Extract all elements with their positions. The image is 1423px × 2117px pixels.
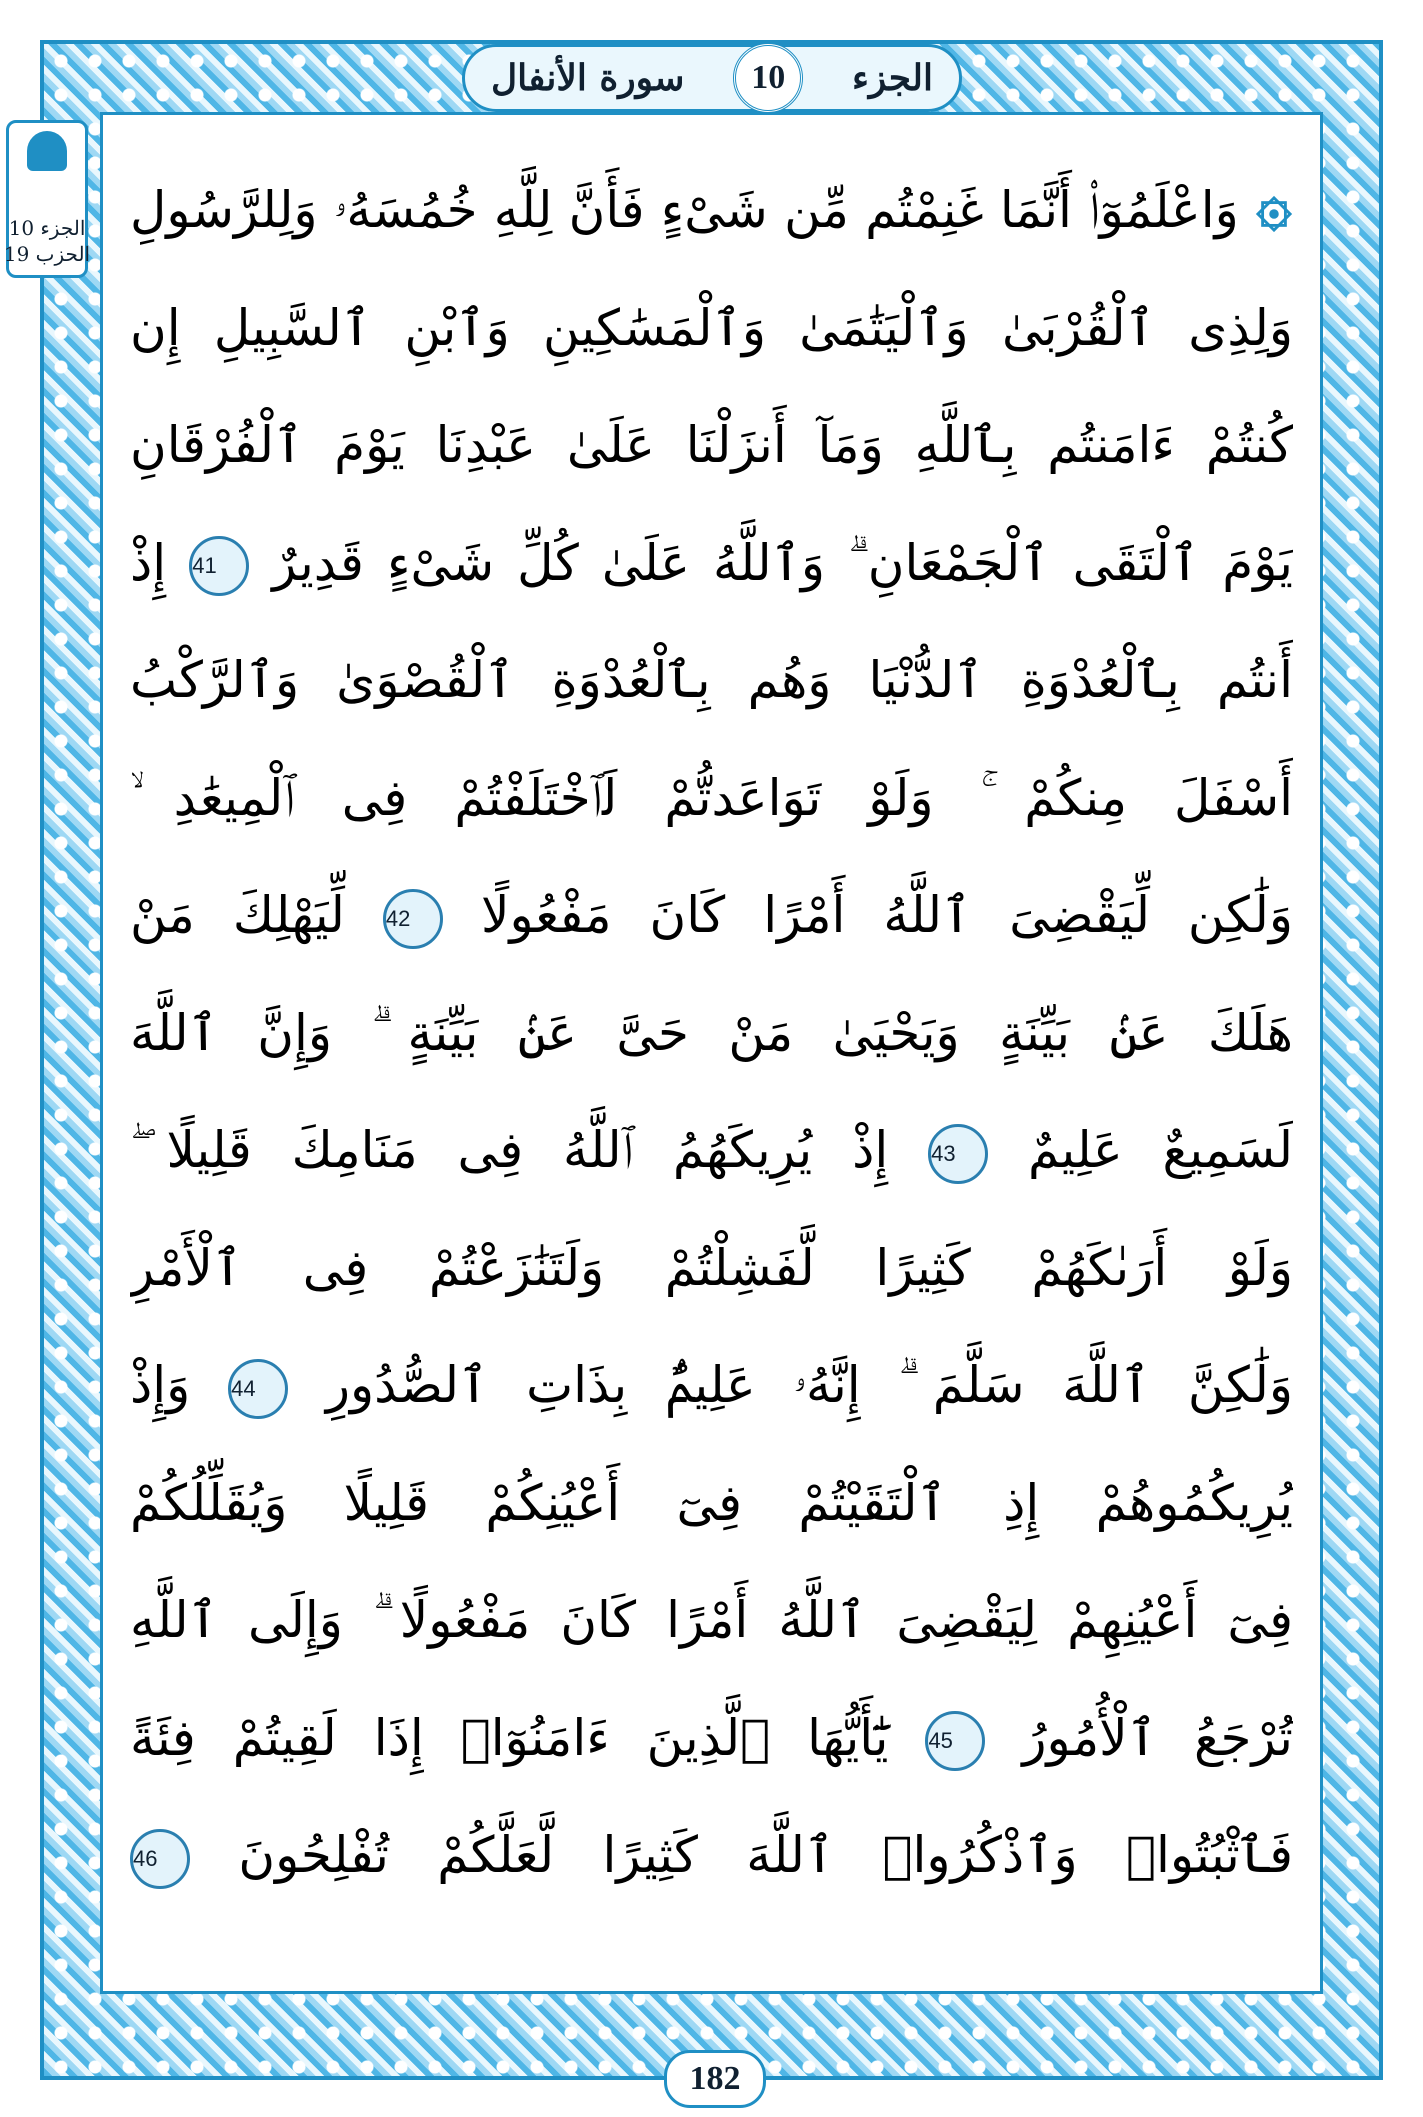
ayah-number-marker: 44 (228, 1359, 288, 1419)
verse-line (130, 1327, 1293, 1445)
verse-text: لَسَمِيعٌ عَلِيمٌ (1027, 1121, 1293, 1179)
verse-text: فِىٓ أَعْيُنِهِمْ لِيَقْضِىَ ٱللَّهُ أَمْرًا كَانَ مَفْعُولًا ۗ وَإِلَى ٱللَّهِ (130, 1591, 1293, 1649)
verse-line (130, 1092, 1293, 1210)
ayah-number-marker: 45 (925, 1711, 985, 1771)
verse-text: وَلِذِى ٱلْقُرْبَىٰ وَٱلْيَتَٰمَىٰ وَٱلْمَسَٰكِينِ وَٱبْنِ ٱلسَّبِيلِ إِن (130, 298, 1293, 357)
juz-label: الجزء (852, 57, 933, 99)
ayah-number-marker: 46 (130, 1829, 190, 1889)
verse-line (130, 1210, 1293, 1328)
ayah-number-marker: 41 (189, 536, 249, 596)
verse-text: هَلَكَ عَنۢ بَيِّنَةٍ وَيَحْيَىٰ مَنْ حَىَّ عَنۢ بَيِّنَةٍ ۗ وَإِنَّ ٱللَّهَ (130, 1003, 1293, 1062)
verse-line (130, 1562, 1293, 1680)
verse-text: لِّيَهْلِكَ مَنْ (130, 886, 345, 944)
hizb-marker-label: الحزب 19 (3, 242, 91, 266)
verse-line (130, 505, 1293, 623)
verse-text: وَلَٰكِنَّ ٱللَّهَ سَلَّمَ ۗ إِنَّهُۥ عَلِيمٌۢ بِذَاتِ ٱلصُّدُورِ (325, 1356, 1293, 1414)
surah-name: سورة الأنفال (491, 57, 685, 99)
ayah-number-marker: 42 (383, 889, 443, 949)
juz-number-badge: 10 (733, 43, 803, 113)
verse-text: يُرِيكُمُوهُمْ إِذِ ٱلْتَقَيْتُمْ فِىٓ أَعْيُنِكُمْ قَلِيلًا وَيُقَلِّلُكُمْ (130, 1473, 1293, 1532)
verse-text: أَنتُم بِٱلْعُدْوَةِ ٱلدُّنْيَا وَهُم بِٱلْعُدْوَةِ ٱلْقُصْوَىٰ وَٱلرَّكْبُ (130, 651, 1293, 709)
verse-line (130, 857, 1293, 975)
verse-text: إِذْ يُرِيكَهُمُ ٱللَّهُ فِى مَنَامِكَ قَلِيلًا ۖ (130, 1121, 889, 1179)
verse-text: كُنتُمْ ءَامَنتُم بِٱللَّهِ وَمَآ أَنزَلْنَا عَلَىٰ عَبْدِنَا يَوْمَ ٱلْفُرْقَانِ (130, 416, 1293, 474)
verse-line (130, 270, 1293, 388)
verse-line (130, 622, 1293, 740)
ayah-number-marker: 43 (928, 1124, 988, 1184)
verse-text-block (130, 152, 1293, 1915)
verse-text: وَلَٰكِن لِّيَقْضِىَ ٱللَّهُ أَمْرًا كَانَ مَفْعُولًا (480, 886, 1293, 944)
verse-text: إِذْ (130, 533, 167, 592)
juz-hizb-marker (3, 120, 91, 278)
verse-text: يَوْمَ ٱلْتَقَى ٱلْجَمْعَانِ ۗ وَٱللَّهُ عَلَىٰ كُلِّ شَىْءٍ قَدِيرٌ (272, 533, 1293, 592)
verse-line (130, 1797, 1293, 1915)
verse-text: وَإِذْ (130, 1356, 191, 1414)
verse-line (130, 387, 1293, 505)
verse-line (130, 740, 1293, 858)
ornament-icon (27, 131, 67, 171)
verse-text: وَلَوْ أَرَىٰكَهُمْ كَثِيرًا لَّفَشِلْتُمْ وَلَتَنَٰزَعْتُمْ فِى ٱلْأَمْرِ (130, 1238, 1293, 1297)
verse-text: يَٰٓأَيُّهَا ٱلَّذِينَ ءَامَنُوٓا۟ إِذَا لَقِيتُمْ فِئَةً (130, 1708, 889, 1767)
verse-line (130, 152, 1293, 270)
verse-text: فَٱثْبُتُوا۟ وَٱذْكُرُوا۟ ٱللَّهَ كَثِيرًا لَّعَلَّكُمْ تُفْلِحُونَ (238, 1826, 1293, 1884)
verse-text: أَسْفَلَ مِنكُمْ ۚ وَلَوْ تَوَاعَدتُّمْ لَٱخْتَلَفْتُمْ فِى ٱلْمِيعَٰدِ ۙ (130, 768, 1293, 827)
verse-line (130, 1680, 1293, 1798)
rub-el-hizb-icon (1255, 195, 1293, 233)
verse-text: وَاعْلَمُوٓا۟ أَنَّمَا غَنِمْتُم مِّن شَىْءٍ فَأَنَّ لِلَّهِ خُمُسَهُۥ وَلِلرَّسُولِ (130, 181, 1239, 239)
page-number: 182 (664, 2050, 766, 2108)
verse-line (130, 1445, 1293, 1563)
juz-marker-label: الجزء 10 (8, 216, 86, 240)
verse-line (130, 975, 1293, 1093)
verse-text: تُرْجَعُ ٱلْأُمُورُ (1022, 1708, 1293, 1767)
page-header (462, 44, 962, 112)
